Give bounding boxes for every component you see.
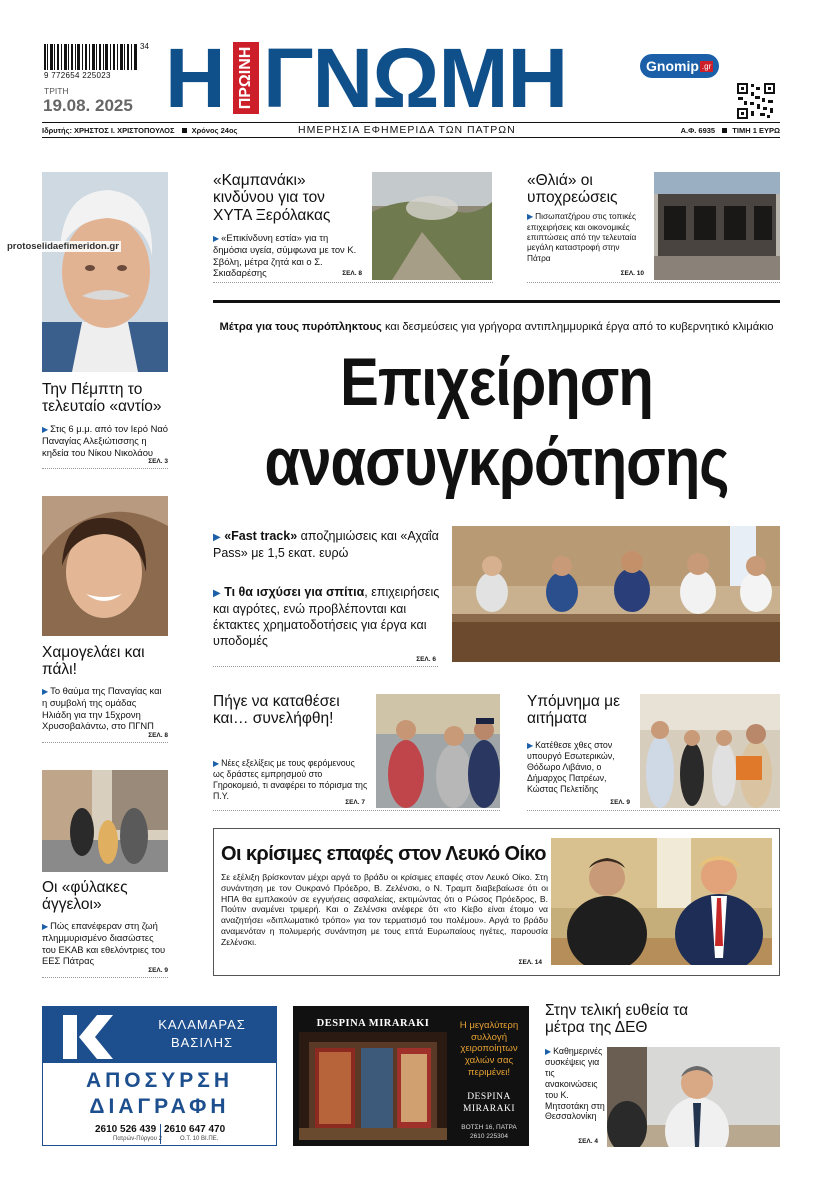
girl-photo: [42, 496, 168, 636]
story-memorandum-body: [527, 740, 637, 795]
divider: [527, 282, 780, 283]
divider: [527, 810, 780, 811]
story-arrest-body-text: Νέες εξελίξεις με τους φερόμενους ως δράστες εμπρησμού στο Γηροκομειό, τι αναφέρει το πόρισμα της Π.Υ.: [213, 758, 368, 801]
carpet-shop-photo: [299, 1032, 447, 1140]
web-badge[interactable]: [640, 54, 719, 78]
ad-despina-brand: DESPINA MIRARAKI: [316, 1018, 430, 1029]
issue-number: Α.Φ. 6935: [680, 126, 716, 135]
price: ΤΙΜΗ 1 ΕΥΡΩ: [732, 126, 780, 135]
story-deth-headline: Στην τελική ευθεία τα μέτρα της ΔΕΘ: [545, 1002, 689, 1037]
barcode-icon: [44, 44, 140, 70]
issue-date: 19.08. 2025: [43, 96, 133, 115]
ad-despina[interactable]: [293, 1006, 529, 1146]
divider: [213, 282, 493, 283]
story-deth-body-text: Καθημερινές συσκέψεις για τις ανακοινώσεις του Κ. Μητσοτάκη στη Θεσσαλονίκη: [545, 1046, 605, 1122]
ad-kalamaras-phone-2: 2610 647 470: [164, 1124, 226, 1135]
white-house-photo: [551, 838, 772, 965]
masthead-rule-top: [42, 122, 780, 123]
story-obligations-body: [527, 211, 645, 263]
white-house-page: ΣΕΛ. 14: [518, 959, 542, 966]
rescuers-photo: [42, 770, 168, 872]
lead-rule: [213, 300, 780, 303]
story-arrest-body: [213, 758, 368, 802]
lead-bullet-2-bold: Τι θα ισχύσει για σπίτια: [224, 585, 365, 599]
sidebar-body-3: [42, 920, 168, 967]
founder-line: [42, 126, 237, 135]
bullet-icon: ▶: [213, 234, 220, 243]
sidebar-body-1-text: Στις 6 μ.μ. από τον Ιερό Ναό Παναγίας Αλεξιώτισσης η κηδεία του Νίκου Νικολάου: [42, 423, 168, 458]
story-obligations-body-text: Πισωπατζήρου στις τοπικές επιχειρήσεις και οικονομικές επιπτώσεις από την τελευταία μεγάλη καταστροφή στην Πάτρα: [527, 211, 637, 263]
barcode: [44, 44, 154, 82]
story-obligations-headline: «Θλιά» οι υποχρεώσεις: [527, 172, 618, 207]
barcode-number: 9 772654 225023: [44, 71, 111, 80]
ad-despina-address: ΒΟΤΣΗ 16, ΠΑΤΡΑ: [461, 1124, 517, 1131]
lead-bullet-2: [213, 584, 441, 649]
story-memorandum-page: ΣΕΛ. 9: [610, 799, 630, 806]
masthead-title-vertical: ΠΡΩΙΝΗ: [237, 46, 254, 110]
story-landfill-body-text: «Επικίνδυνη εστία» για τη δημόσια υγεία, σύμφωνα με τον Κ. Σβόλη, μέτρα ζητά και ο Σ. Σκιαδαρέσης: [213, 232, 357, 279]
bullet-icon: ▶: [527, 741, 534, 750]
watermark: protoselidaefimeridon.gr: [7, 241, 119, 252]
story-arrest-headline: Πήγε να καταθέσει και… συνελήφθη!: [213, 693, 340, 728]
ad-kalamaras-sep: [160, 1124, 161, 1144]
landfill-photo: [372, 172, 492, 280]
ad-kalamaras-phone-1: 2610 526 439: [95, 1124, 157, 1135]
government-meeting-photo: [452, 526, 780, 662]
ad-despina-slogan: Η μεγαλύτερη συλλογή χειροποίητων χαλιών σας περιμένει!: [459, 1020, 519, 1078]
divider: [42, 742, 168, 743]
bullet-icon: ▶: [527, 212, 534, 221]
ad-despina-brand-1: DESPINA: [467, 1092, 511, 1102]
arrest-photo: [376, 694, 500, 808]
ad-kalamaras-service-1: ΑΠΟΣΥΡΣΗ: [85, 1069, 234, 1092]
lead-bullet-1-bold: «Fast track»: [224, 529, 298, 543]
qr-icon: [736, 82, 776, 120]
sidebar-headline-1: Την Πέμπτη το τελευταίο «αντίο»: [42, 381, 162, 416]
sidebar-headline-3: Οι «φύλακες άγγελοι»: [42, 879, 128, 914]
white-house-headline: Οι κρίσιμες επαφές στον Λευκό Οίκο: [221, 843, 546, 865]
divider: [213, 666, 438, 667]
lead-bullet-1: [213, 528, 441, 561]
qr-code[interactable]: [736, 82, 776, 120]
lead-bullet-2-rest: , επιχειρήσεις και αγρότες, ενώ προβλέπονται και έκτακτες χρηματοδοτήσεις για έργα και υποδομές: [213, 585, 440, 648]
sidebar-body-3-text: Πώς επανέφεραν στη ζωή πλημμυρισμένο διασώστες του ΕΚΑΒ και εθελόντριες του ΕΕΣ Πάτρας: [42, 920, 166, 967]
ad-despina-phone: 2610 225304: [470, 1133, 508, 1140]
sidebar-page-3: ΣΕΛ. 9: [148, 967, 168, 974]
square-icon: [182, 128, 187, 133]
bullet-icon: ▶: [545, 1047, 552, 1056]
sidebar-headline-2: Χαμογελάει και πάλι!: [42, 644, 145, 679]
masthead-title-left: Η: [165, 31, 224, 125]
web-badge-tld: .gr: [701, 61, 712, 71]
ad-kalamaras-addr-1: Πατρών-Πύργου 2: [113, 1136, 162, 1142]
story-obligations-page: ΣΕΛ. 10: [620, 270, 644, 277]
story-deth-body: [545, 1046, 605, 1122]
issue-day: ΤΡΙΤΗ: [44, 86, 69, 96]
bullet-icon: ▶: [213, 588, 221, 599]
memorandum-photo: [640, 694, 780, 808]
sidebar-body-1: [42, 423, 168, 458]
lead-kicker: [213, 321, 780, 333]
masthead-title-right: ΓΝΩΜΗ: [263, 31, 568, 125]
bullet-icon: ▶: [42, 425, 49, 434]
ad-kalamaras-name-2: ΒΑΣΙΛΗΣ: [170, 1035, 234, 1050]
lead-bullet-1-rest: αποζημιώσεις και «Αχαΐα Pass» με 1,5 εκατ. ευρώ: [213, 529, 439, 560]
story-landfill-page: ΣΕΛ. 8: [342, 270, 362, 277]
story-arrest-page: ΣΕΛ. 7: [345, 799, 365, 806]
bullet-icon: ▶: [42, 922, 49, 931]
square-icon: [722, 128, 727, 133]
mitsotakis-photo: [607, 1047, 780, 1147]
year: Χρόνος 24ος: [191, 126, 238, 135]
masthead-rule-bottom: [42, 137, 780, 138]
story-deth-page: ΣΕΛ. 4: [578, 1138, 598, 1145]
ad-kalamaras-addr-2: Ο.Τ. 10 ΒΙ.ΠΕ.: [180, 1136, 219, 1142]
divider: [213, 810, 500, 811]
bullet-icon: ▶: [213, 532, 221, 543]
ad-kalamaras-name-1: ΚΑΛΑΜΑΡΑΣ: [158, 1017, 246, 1032]
lead-headline-1: Επιχείρηση: [340, 344, 653, 421]
white-house-body: Σε εξέλιξη βρίσκονταν μέχρι αργά το βράδυ οι κρίσιμες επαφές στον Λευκό Οίκο. Στη συνάντηση με τον Ουκρανό Πρόεδρο, Β. Ζελένσκι, ο Ν. Τραμπ διαβεβαίωσε ότι οι ΗΠΑ θα εμπλακούν σε εγγυήσεις ασφαλείας, εκτιμώντας ότι ο Ρώσος Πρόεδρος, Β. Πούτιν αναμένει τριμερή. Και ο Ζελένσκι ανέφερε ότι «το Κίεβο είναι έτοιμο να αναζητήσει «διπλωματικό τρόπο» για τον τερματισμό του πολέμου». Αργά το βράδυ αναμενόταν η πολυμερής συνάντηση με τους επτά Ευρωπαίους ηγέτες, παρουσία Ζελένσκι.: [221, 872, 548, 947]
barcode-top: 34: [140, 42, 149, 51]
divider: [42, 977, 168, 978]
web-badge-label: Gnomip: [646, 58, 699, 74]
tagline: ΗΜΕΡΗΣΙΑ ΕΦΗΜΕΡΙΔΑ ΤΩΝ ΠΑΤΡΩΝ: [298, 124, 516, 136]
founder: Ιδρυτής: ΧΡΗΣΤΟΣ Ι. ΧΡΙΣΤΟΠΟΥΛΟΣ: [42, 126, 175, 135]
sidebar-page-2: ΣΕΛ. 8: [148, 732, 168, 739]
masthead-red-band: [233, 42, 259, 114]
sidebar-page-1: ΣΕΛ. 3: [148, 458, 168, 465]
ad-despina-brand-2: MIRARAKI: [462, 1104, 516, 1114]
kb-logo-icon: [57, 1013, 119, 1061]
lead-page: ΣΕΛ. 6: [416, 656, 436, 663]
lead-kicker-bold: Μέτρα για τους πυρόπληκτους: [219, 321, 382, 333]
burned-building-photo: [654, 172, 780, 280]
divider: [42, 468, 168, 469]
bullet-icon: ▶: [213, 759, 220, 768]
masthead-title: [165, 31, 645, 125]
ad-kalamaras[interactable]: [42, 1006, 277, 1146]
story-memorandum-body-text: Κατέθεσε χθες στον υπουργό Εσωτερικών, Θόδωρο Λιβάνιο, ο Δήμαρχος Πατρέων, Κώστας Πελετίδης: [527, 740, 615, 794]
portrait-nikolaou-photo: [42, 172, 168, 372]
story-landfill-headline: «Καμπανάκι» κινδύνου για τον ΧΥΤΑ Ξερόλακας: [213, 172, 331, 224]
issue-info: [681, 126, 780, 135]
story-memorandum-headline: Υπόμνημα με αιτήματα: [527, 693, 620, 728]
ad-kalamaras-service-2: ΔΙΑΓΡΑΦΗ: [89, 1095, 230, 1118]
lead-kicker-rest: και δεσμεύσεις για γρήγορα αντιπλημμυρικά έργα από το κυβερνητικό κλιμάκιο: [384, 321, 774, 333]
sidebar-body-2-text: Το θαύμα της Παναγίας και η συμβολή της ομάδας Ηλιάδη για την 15χρονη Χρυσοβαλάντω, στο ΠΓΝΠ: [42, 685, 162, 732]
bullet-icon: ▶: [42, 687, 49, 696]
sidebar-body-2: [42, 685, 168, 732]
lead-headline-2: ανασυγκρότησης: [264, 424, 729, 501]
